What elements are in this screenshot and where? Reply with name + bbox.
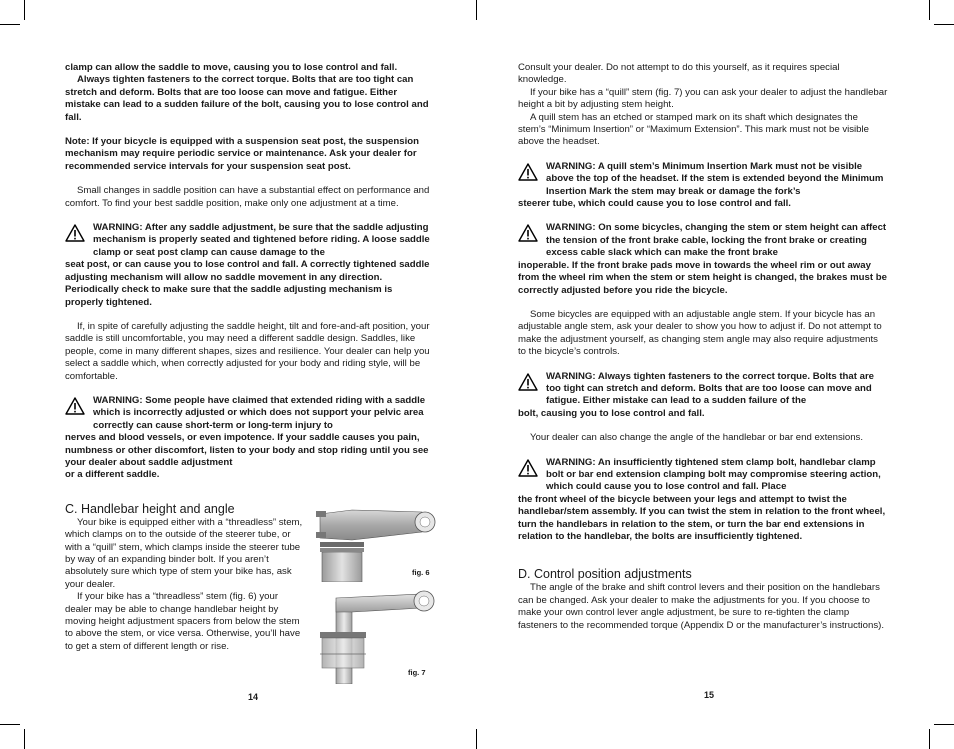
- warning-text: or a different saddle.: [65, 469, 160, 481]
- crop-mark: [934, 724, 954, 725]
- warning-text: seat post, or can cause you to lose control and fall. A correctly tightened saddle adjusting mechanism will allow no saddle movement in any direction. Periodically check to make sure that the saddle adjusting mechanism is properly tightened.: [65, 259, 430, 308]
- crop-mark: [934, 24, 954, 25]
- crop-mark: [476, 729, 477, 749]
- page-number: 14: [248, 692, 259, 702]
- crop-mark: [0, 24, 20, 25]
- paragraph: Your bike is equipped either with a “threadless” stem, which clamps on to the outside of the steerer tube, or with a “quill” stem, which clamps inside the steerer tube by way of an expanding binder bolt. If you aren’t absolutely sure which type of stem your bike has, ask your dealer.: [65, 516, 303, 590]
- warning-text: WARNING: On some bicycles, changing the stem or stem height can affect the tension of the front brake cable, locking the front brake or creating excess cable slack which can make the front brake: [546, 222, 887, 259]
- crop-mark: [24, 0, 25, 20]
- warning-text: WARNING: Always tighten fasteners to the correct torque. Bolts that are too tight can stretch and deform. Bolts that are too loose can move and fatigue. Either mistake can lead to a sudden failure of the: [546, 370, 875, 407]
- page-number: 15: [704, 690, 715, 700]
- warning-text: bolt, causing you to lose control and fall.: [518, 407, 705, 419]
- warning-text: inoperable. If the front brake pads move in towards the wheel rim or out away from the wheel rim when the stem or stem height is changed, the brakes must be correctly adjusted before you ride the bicycle.: [518, 259, 887, 296]
- crop-mark: [929, 729, 930, 749]
- crop-mark: [24, 729, 25, 749]
- right-page: [518, 62, 888, 632]
- figure-label: fig. 6: [412, 568, 430, 577]
- warning-icon: [518, 459, 538, 477]
- warning-block: [65, 222, 433, 309]
- paragraph: If, in spite of carefully adjusting the saddle height, tilt and fore-and-aft position, your saddle is still uncomfortable, you may need a different saddle design. Saddles, like people, come in many different shapes, sizes and resilience. Your dealer can help you select a saddle which, when correctly adjusted for your body and riding style, will be comfortable.: [65, 320, 430, 382]
- note: Note: If your bicycle is equipped with a suspension seat post, the suspension mechanism may require periodic service or maintenance. Ask your dealer for recommended service intervals for your suspension seat post.: [65, 136, 419, 172]
- section-heading: D. Control position adjustments: [518, 567, 692, 582]
- paragraph: The angle of the brake and shift control levers and their position on the handlebars can be changed. Ask your dealer to make the adjustments for you. If you choose to make your own control lever angle adjustment, be sure to re-tighten the clamp fasteners to the recommended torque (Appendix D or the manufacturer’s instructions).: [518, 582, 884, 631]
- warning-text: WARNING: Some people have claimed that extended riding with a saddle which is incorrectly adjusted or which does not support your pelvic area correctly can cause short-term or long-term injury to: [93, 394, 426, 431]
- warning-block: [518, 371, 888, 421]
- crop-mark: [476, 0, 477, 20]
- warning-icon: [518, 224, 538, 242]
- warning-block: [518, 457, 888, 544]
- paragraph: Consult your dealer. Do not attempt to do this yourself, as it requires special knowledge.: [518, 62, 840, 86]
- warning-icon: [518, 373, 538, 391]
- warning-block: [518, 161, 888, 211]
- paragraph: Small changes in saddle position can have a substantial effect on performance and comfort. To find your best saddle position, make only one adjustment at a time.: [65, 185, 430, 209]
- warning-icon: [65, 397, 85, 415]
- warning-text: WARNING: An insufficiently tightened stem clamp bolt, handlebar clamp bolt or bar end extension clamping bolt may compromise steering action, which could cause you to lose control and fall. Place: [546, 456, 881, 493]
- paragraph: Always tighten fasteners to the correct torque. Bolts that are too tight can stretch and deform. Bolts that are too loose can move and fatigue. Either mistake can lead to a sudden failure of the bolt, causing you to lose control and fall.: [65, 74, 429, 123]
- paragraph: Your dealer can also change the angle of the handlebar or bar end extensions.: [530, 432, 864, 444]
- figure-6: [312, 502, 437, 582]
- paragraph: Some bicycles are equipped with an adjustable angle stem. If your bicycle has an adjustable angle stem, ask your dealer to show you how to adjust if. Do not attempt to make the adjustment yourself, as changing stem angle may also require adjustments to the bicycle’s controls.: [518, 308, 882, 358]
- paragraph: clamp can allow the saddle to move, causing you to lose control and fall.: [65, 62, 398, 73]
- crop-mark: [929, 0, 930, 20]
- crop-mark: [0, 724, 20, 725]
- warning-text: WARNING: A quill stem’s Minimum Insertion Mark must not be visible above the top of the headset. If the stem is extended beyond the Minimum Insertion Mark the stem may break or damage the fork’s: [546, 160, 884, 197]
- warning-block: [518, 222, 888, 296]
- paragraph: A quill stem has an etched or stamped mark on its shaft which designates the stem’s “Minimum Insertion” or “Maximum Extension”. This mark must not be visible above the headset.: [518, 111, 869, 148]
- warning-text: WARNING: After any saddle adjustment, be sure that the saddle adjusting mechanism is properly seated and tightened before riding. A loose saddle clamp or seat post clamp can cause damage to the: [93, 222, 430, 258]
- warning-text: steerer tube, which could cause you to lose control and fall.: [518, 198, 791, 210]
- figure-label: fig. 7: [408, 668, 426, 677]
- warning-text: nerves and blood vessels, or even impotence. If your saddle causes you pain, numbness or other discomfort, listen to your body and stop riding until you see your dealer about saddle adjustment: [65, 432, 429, 468]
- warning-icon: [65, 224, 85, 242]
- warning-block: [65, 395, 433, 482]
- figure-7: [312, 584, 437, 684]
- section-heading: C. Handlebar height and angle: [65, 501, 235, 516]
- paragraph: If your bike has a “threadless” stem (fig. 6) your dealer may be able to change handlebar height by moving height adjustment spacers from below the stem to above the stem, or vice versa. Otherwise, you’ll have to get a stem of different length or rise.: [65, 591, 301, 652]
- warning-text: the front wheel of the bicycle between your legs and attempt to twist the handlebar/stem assembly. If you can twist the stem in relation to the front wheel, turn the handlebars in relation to the stem, or turn the bar end extensions in relation to the handlebar, the bolts are insufficiently tightened.: [518, 493, 886, 542]
- warning-icon: [518, 163, 538, 181]
- paragraph: If your bike has a “quill” stem (fig. 7) you can ask your dealer to adjust the handlebar height a bit by adjusting stem height.: [518, 86, 888, 111]
